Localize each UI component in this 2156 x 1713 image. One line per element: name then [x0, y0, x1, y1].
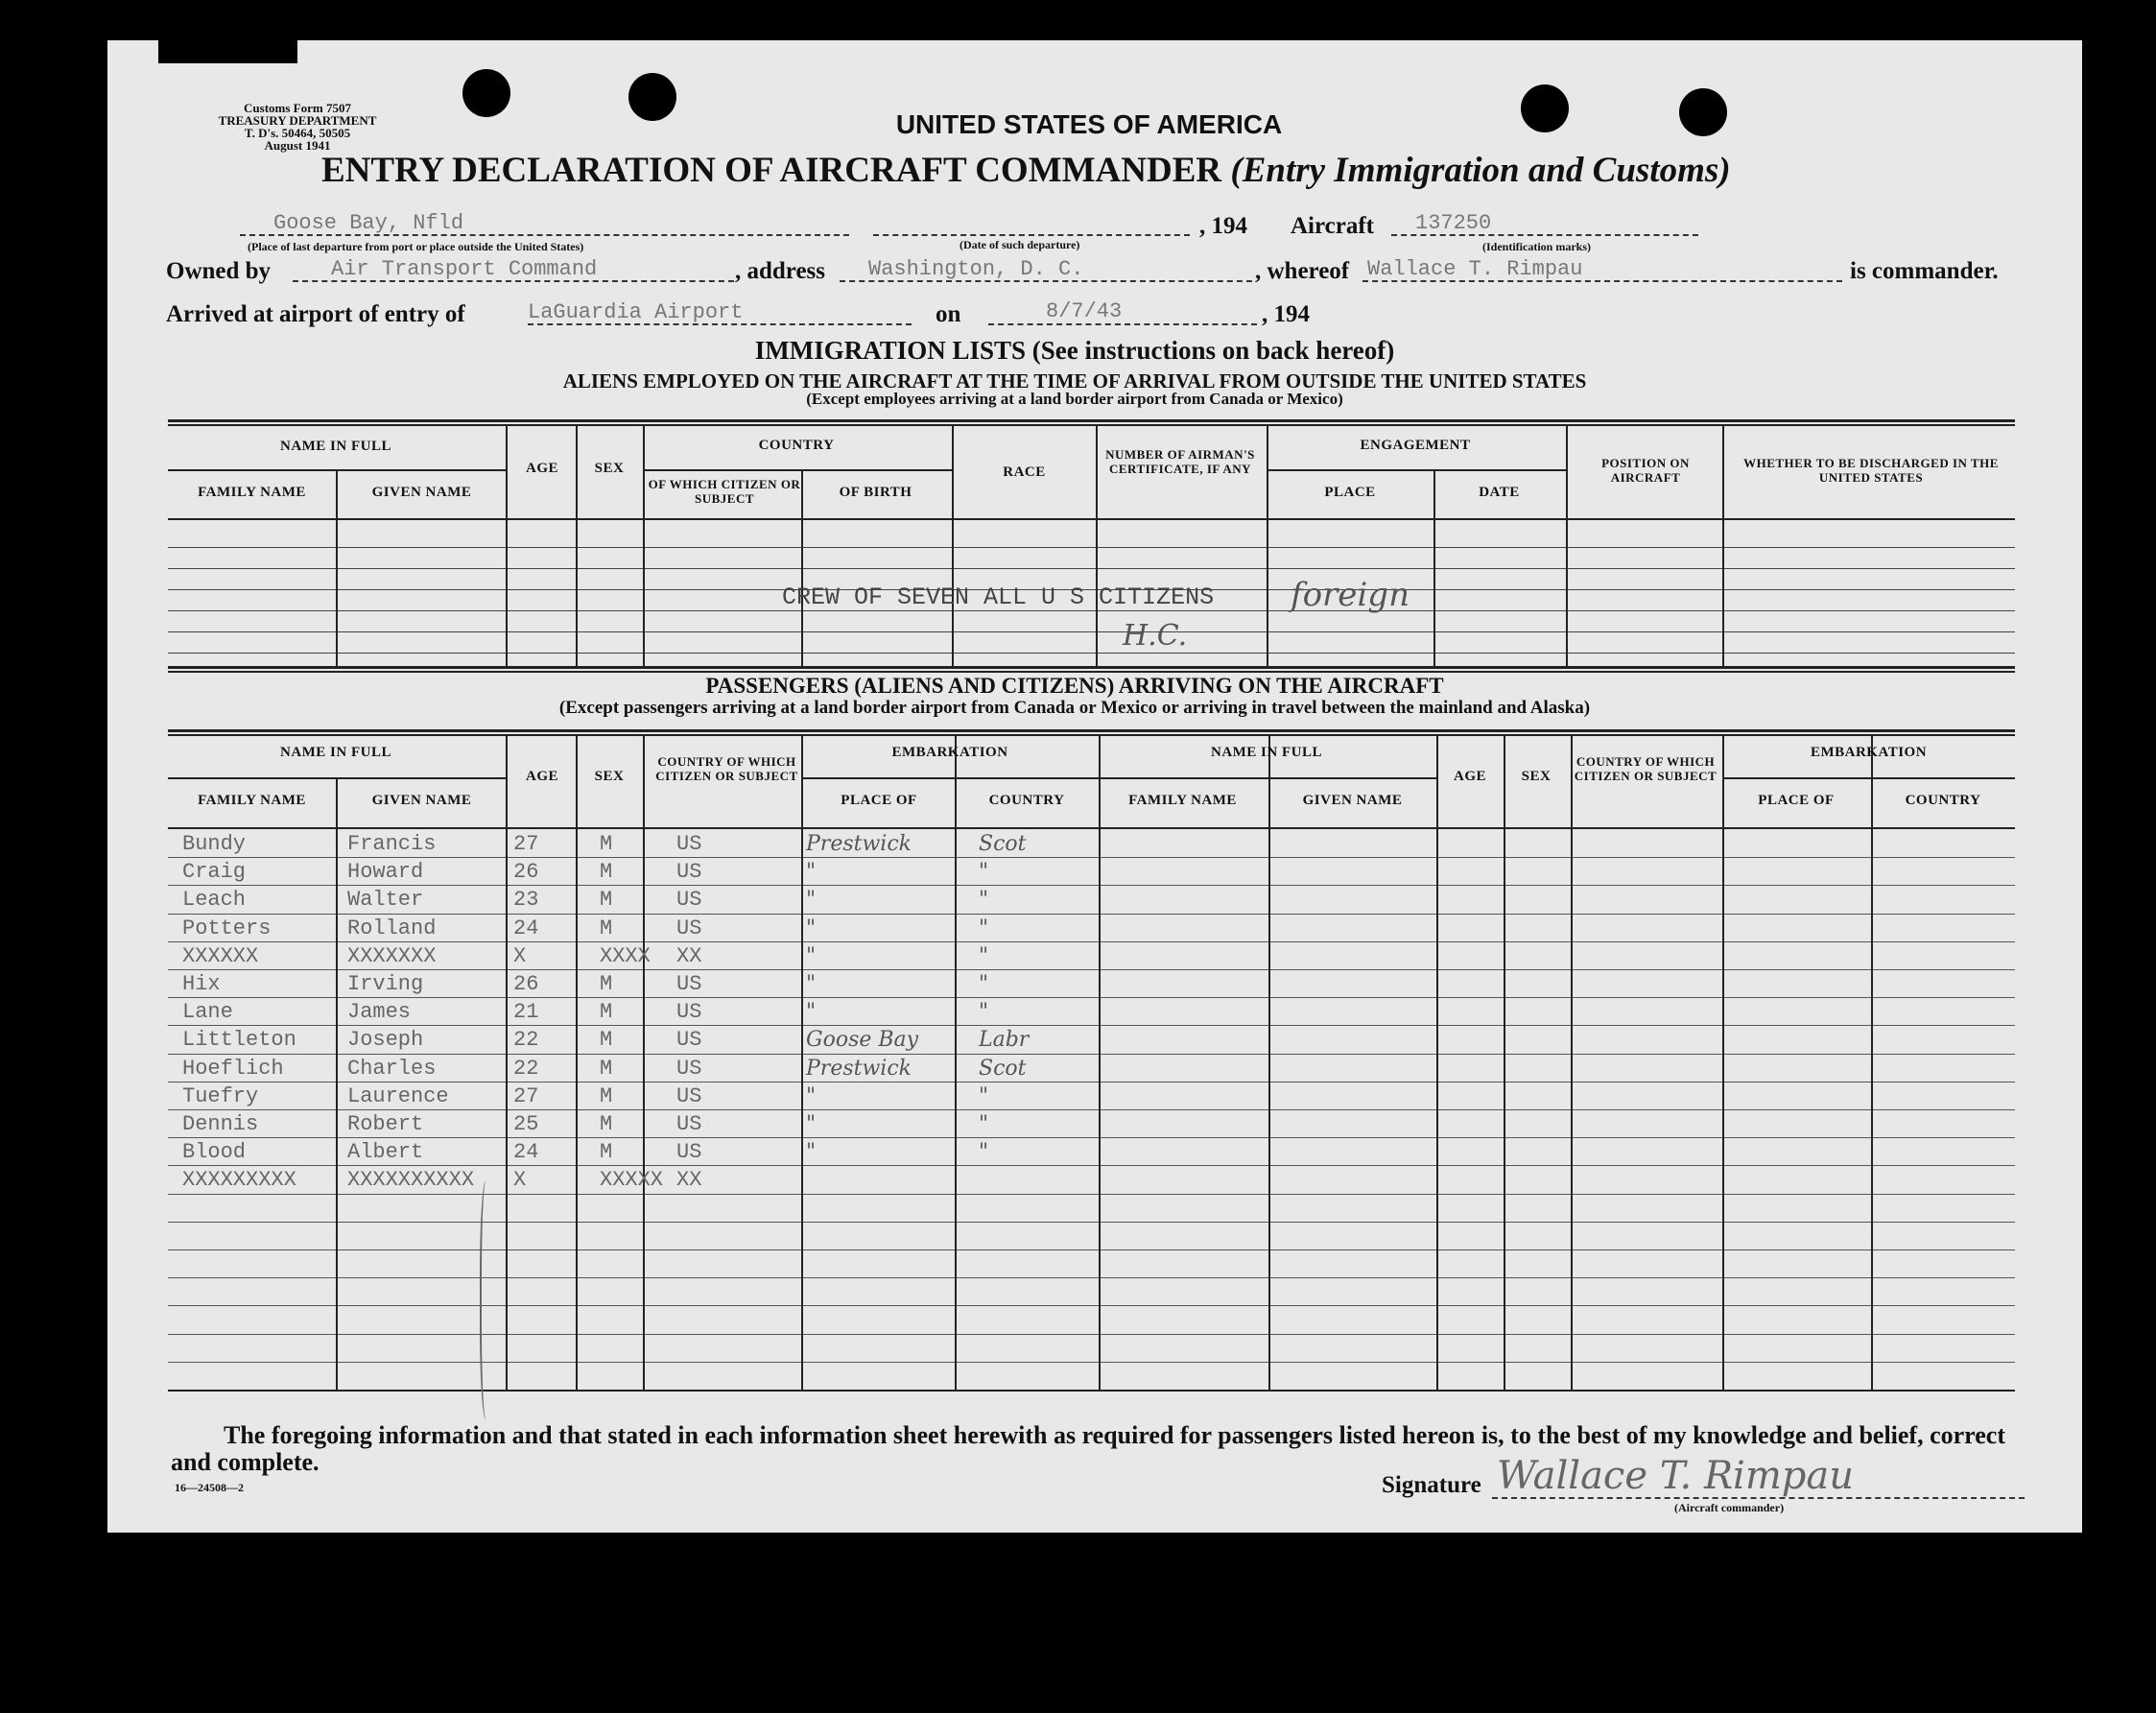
cell-given: Robert — [347, 1112, 424, 1136]
pass-row-line — [168, 1082, 2015, 1083]
pass-h-name: NAME IN FULL — [279, 745, 391, 760]
pass-h-citizen: COUNTRY OF WHICH CITIZEN OR SUBJECT — [655, 754, 798, 783]
owned-by-value: Air Transport Command — [331, 257, 598, 281]
pass-column-line — [1099, 734, 1101, 1390]
pass-column-line — [1268, 734, 1270, 1390]
pass-column-line — [955, 734, 957, 1390]
cell-family: Tuefry — [182, 1084, 259, 1108]
cell-given: Irving — [347, 972, 424, 996]
commander-suffix: is commander. — [1850, 258, 1999, 284]
cell-family: Blood — [182, 1140, 247, 1164]
cell-sex: M — [600, 888, 613, 912]
cell-country: " — [979, 1084, 989, 1108]
arrival-date: 8/7/43 — [1046, 299, 1123, 323]
crew-hand-note: foreign — [1291, 576, 1410, 614]
cell-given: XXXXXXXXXX — [347, 1168, 475, 1192]
aircraft-id: 137250 — [1415, 211, 1492, 235]
pass-row-line — [168, 1109, 2015, 1110]
pass-h-country: COUNTRY — [988, 793, 1065, 808]
imm-top-border — [168, 419, 2015, 422]
pass-h-age: AGE — [525, 769, 558, 784]
cell-age: 23 — [513, 888, 539, 912]
cell-family: XXXXXXXXX — [182, 1168, 296, 1192]
pass-top-border-2 — [168, 734, 2015, 736]
form-title-main: ENTRY DECLARATION OF AIRCRAFT COMMANDER — [321, 151, 1222, 190]
pass-row-line — [168, 1054, 2015, 1055]
imm-h-country: COUNTRY — [758, 438, 835, 453]
year-1: 194 — [1211, 213, 1247, 239]
pass-row-line — [168, 997, 2015, 998]
pass-row-line — [168, 1334, 2015, 1335]
cell-country: " — [979, 972, 989, 996]
pass-row-line — [168, 1165, 2015, 1166]
treasury-decisions: T. D's. 50464, 50505 — [244, 126, 351, 140]
cell-family: XXXXXX — [182, 944, 259, 968]
cell-age: 24 — [513, 916, 539, 940]
cell-citizen: US — [676, 1028, 702, 1052]
pass-column-line — [643, 734, 645, 1390]
bracket-mark — [480, 1180, 495, 1420]
pass-h-sex: SEX — [594, 769, 625, 784]
pass-sub-line — [801, 777, 1099, 779]
cell-sex: M — [600, 972, 613, 996]
pass-row-line — [168, 914, 2015, 915]
immigration-title: IMMIGRATION LISTS (See instructions on back hereof) — [754, 336, 1395, 365]
declaration-text: The foregoing information and that stated in each information sheet herewith as required for passengers listed hereon is, to the best of my knowledge and belief, correct and complete. — [171, 1421, 2005, 1476]
passengers-title: PASSENGERS (ALIENS AND CITIZENS) ARRIVING ON THE AIRCRAFT — [705, 674, 1444, 698]
owned-by-label: Owned by — [166, 258, 272, 284]
print-code: 16—24508—2 — [175, 1481, 244, 1494]
cell-place: Prestwick — [806, 1057, 912, 1081]
cell-place: " — [806, 1112, 817, 1136]
punch-hole — [1521, 84, 1569, 132]
imm-column-line — [952, 424, 954, 666]
pass2-h-embarkation: EMBARKATION — [1810, 745, 1928, 760]
cell-place: " — [806, 1084, 817, 1108]
pass-column-line — [506, 734, 508, 1390]
cell-age: 26 — [513, 972, 539, 996]
cell-sex: M — [600, 916, 613, 940]
cell-place: Goose Bay — [806, 1028, 919, 1052]
form-date: August 1941 — [264, 138, 331, 153]
pass2-h-given: GIVEN NAME — [1302, 793, 1403, 808]
pass-row-line — [168, 1025, 2015, 1026]
pass-row-line — [168, 1305, 2015, 1306]
tape-mark — [158, 40, 297, 63]
pass-column-line — [576, 734, 578, 1390]
pass-row-line — [168, 1137, 2015, 1138]
cell-family: Craig — [182, 860, 247, 884]
departure-place: Goose Bay, Nfld — [273, 211, 464, 235]
pass-h-embarkation: EMBARKATION — [891, 745, 1008, 760]
pass-h-place: PLACE OF — [841, 793, 917, 808]
pass-row-line — [168, 857, 2015, 858]
pass-sub-line — [1099, 777, 1436, 779]
cell-place: " — [806, 916, 817, 940]
cell-age: X — [513, 1168, 527, 1192]
cell-given: Rolland — [347, 916, 437, 940]
pass2-h-place: PLACE OF — [1758, 793, 1835, 808]
pass-row-line — [168, 1194, 2015, 1195]
cell-age: 21 — [513, 1000, 539, 1024]
cell-country: " — [979, 1112, 989, 1136]
form-id — [154, 102, 441, 152]
cell-age: X — [513, 944, 527, 968]
imm-h-place: PLACE — [1324, 485, 1376, 500]
pass-row-line — [168, 941, 2015, 942]
cell-given: Joseph — [347, 1028, 424, 1052]
form-title-paren: (Entry Immigration and Customs) — [1230, 151, 1731, 190]
pass-row-line — [168, 885, 2015, 886]
cell-country: " — [979, 944, 989, 968]
pass2-h-country: COUNTRY — [1905, 793, 1981, 808]
cell-country: " — [979, 860, 989, 884]
cell-place: " — [806, 972, 817, 996]
cell-citizen: US — [676, 972, 702, 996]
passengers-subtitle: (Except passengers arriving at a land border airport from Canada or Mexico or arriving in travel between the mainland and Alaska) — [558, 698, 1591, 718]
imm-column-line — [1566, 424, 1568, 666]
pass-column-line — [1504, 734, 1505, 1390]
cell-sex: M — [600, 1140, 613, 1164]
cell-place: " — [806, 944, 817, 968]
pass-column-line — [1571, 734, 1573, 1390]
on-label: on — [936, 301, 961, 327]
commander-value: Wallace T. Rimpau — [1367, 257, 1583, 281]
cell-sex: XXXX — [600, 944, 651, 968]
imm-column-line — [1722, 424, 1724, 666]
cell-citizen: US — [676, 1112, 702, 1136]
pass2-h-citizen: COUNTRY OF WHICH CITIZEN OR SUBJECT — [1574, 754, 1718, 783]
imm-bottom-border-2 — [168, 671, 2015, 673]
cell-family: Leach — [182, 888, 247, 912]
imm-h-position: POSITION ON AIRCRAFT — [1601, 456, 1690, 485]
imm-h-discharged: WHETHER TO BE DISCHARGED IN THE UNITED STATES — [1743, 456, 1999, 485]
cell-family: Potters — [182, 916, 272, 940]
cell-country: " — [979, 916, 989, 940]
signature-caption: (Aircraft commander) — [1674, 1501, 1785, 1514]
cell-place: " — [806, 860, 817, 884]
pass2-h-name: NAME IN FULL — [1210, 745, 1322, 760]
cell-family: Littleton — [182, 1028, 296, 1052]
imm-column-line — [336, 518, 338, 666]
cell-country: " — [979, 888, 989, 912]
cell-given: XXXXXXX — [347, 944, 437, 968]
pass-top-border — [168, 729, 2015, 732]
cell-given: Albert — [347, 1140, 424, 1164]
cell-given: Laurence — [347, 1084, 449, 1108]
imm-h-engagement: ENGAGEMENT — [1360, 438, 1471, 453]
crew-initials: H.C. — [1123, 619, 1188, 653]
pass-column-line — [1436, 734, 1438, 1390]
cell-citizen: XX — [676, 1168, 702, 1192]
cell-citizen: US — [676, 1000, 702, 1024]
imm-h-cert: NUMBER OF AIRMAN'S CERTIFICATE, IF ANY — [1105, 447, 1255, 476]
cell-place: " — [806, 888, 817, 912]
cell-sex: M — [600, 1000, 613, 1024]
cell-sex: M — [600, 860, 613, 884]
signature-label: Signature — [1382, 1472, 1481, 1498]
imm-column-line — [1096, 424, 1098, 666]
cell-country: " — [979, 1000, 989, 1024]
imm-column-line — [506, 424, 508, 666]
aircraft-label: Aircraft — [1291, 213, 1374, 239]
address-value: Washington, D. C. — [868, 257, 1084, 281]
immigration-subtitle-note: (Except employees arriving at a land border airport from Canada or Mexico) — [806, 390, 1343, 408]
imm-header-bottom — [168, 518, 2015, 520]
cell-place: " — [806, 1000, 817, 1024]
imm-row-line — [168, 653, 2015, 654]
cell-age: 27 — [513, 832, 539, 856]
cell-sex: XXXXX — [600, 1168, 664, 1192]
punch-hole — [628, 73, 676, 121]
cell-age: 24 — [513, 1140, 539, 1164]
pass2-h-sex: SEX — [1521, 769, 1552, 784]
whereof-label: whereof — [1267, 258, 1350, 284]
imm-h-sex: SEX — [594, 461, 625, 476]
imm-column-line — [643, 424, 645, 666]
pass2-h-family: FAMILY NAME — [1128, 793, 1237, 808]
cell-given: Howard — [347, 860, 424, 884]
departure-place-caption: (Place of last departure from port or place outside the United States) — [248, 240, 584, 253]
imm-h-family: FAMILY NAME — [198, 485, 306, 500]
cell-age: 25 — [513, 1112, 539, 1136]
cell-sex: M — [600, 1084, 613, 1108]
arrival-airport: LaGuardia Airport — [528, 300, 744, 324]
cell-sex: M — [600, 1028, 613, 1052]
imm-row-line — [168, 568, 2015, 569]
cell-sex: M — [600, 1112, 613, 1136]
cell-family: Dennis — [182, 1112, 259, 1136]
cell-sex: M — [600, 832, 613, 856]
cell-sex: M — [600, 1057, 613, 1081]
cell-age: 22 — [513, 1057, 539, 1081]
imm-h-birth: OF BIRTH — [839, 485, 912, 500]
crew-note: CREW OF SEVEN ALL U S CITIZENS — [782, 583, 1215, 611]
pass-bottom-border — [168, 1390, 2015, 1392]
cell-family: Hix — [182, 972, 221, 996]
cell-country: Scot — [979, 1057, 1027, 1081]
imm-h-citizen: OF WHICH CITIZEN OR SUBJECT — [648, 477, 801, 506]
imm-top-border-2 — [168, 424, 2015, 426]
pass2-h-age: AGE — [1453, 769, 1486, 784]
cell-citizen: US — [676, 832, 702, 856]
cell-given: Francis — [347, 832, 437, 856]
cell-given: James — [347, 1000, 412, 1024]
imm-h-given: GIVEN NAME — [371, 485, 472, 500]
pass-h-family: FAMILY NAME — [198, 793, 306, 808]
cell-country: Labr — [979, 1028, 1030, 1052]
imm-h-age: AGE — [525, 461, 558, 476]
cell-family: Lane — [182, 1000, 233, 1024]
cell-country: " — [979, 1140, 989, 1164]
form-title — [321, 150, 1953, 191]
cell-citizen: XX — [676, 944, 702, 968]
imm-h-date: DATE — [1479, 485, 1520, 500]
immigration-subtitle: ALIENS EMPLOYED ON THE AIRCRAFT AT THE TIME OF ARRIVAL FROM OUTSIDE THE UNITED STATES — [562, 369, 1587, 393]
signature: Wallace T. Rimpau — [1497, 1454, 1854, 1498]
cell-given: Charles — [347, 1057, 437, 1081]
imm-row-line — [168, 631, 2015, 632]
pass-row-line — [168, 1362, 2015, 1363]
pass-sub-line — [1722, 777, 2015, 779]
imm-sub-line — [643, 469, 952, 471]
cell-place: Prestwick — [806, 832, 912, 856]
pass-row-line — [168, 969, 2015, 970]
imm-column-line — [1267, 424, 1268, 666]
cell-country: Scot — [979, 832, 1027, 856]
imm-h-name: NAME IN FULL — [279, 439, 391, 454]
country-heading: UNITED STATES OF AMERICA — [895, 109, 1283, 139]
address-label: address — [746, 258, 826, 284]
pass-column-line — [801, 734, 803, 1390]
cell-citizen: US — [676, 916, 702, 940]
arrived-label: Arrived at airport of entry of — [166, 301, 465, 327]
pass-row-line — [168, 1277, 2015, 1278]
cell-place: " — [806, 1140, 817, 1164]
cell-age: 27 — [513, 1084, 539, 1108]
cell-given: Walter — [347, 888, 424, 912]
punch-hole — [1679, 88, 1727, 136]
imm-row-line — [168, 547, 2015, 548]
imm-h-race: RACE — [1003, 464, 1046, 480]
cell-age: 22 — [513, 1028, 539, 1052]
cell-citizen: US — [676, 1057, 702, 1081]
cell-family: Bundy — [182, 832, 247, 856]
pass-row-line — [168, 1222, 2015, 1223]
pass-column-line — [1722, 734, 1724, 1390]
aircraft-caption: (Identification marks) — [1482, 240, 1591, 253]
form-number: Customs Form 7507 — [244, 101, 351, 115]
year-2: 194 — [1273, 301, 1310, 327]
pass-column-line — [1871, 734, 1873, 1390]
department: TREASURY DEPARTMENT — [218, 113, 377, 128]
pass-header-bottom — [168, 827, 2015, 829]
imm-sub-line — [1267, 469, 1566, 471]
pass-row-line — [168, 1249, 2015, 1250]
departure-date-caption: (Date of such departure) — [960, 238, 1080, 251]
pass-column-line — [336, 777, 338, 1390]
cell-family: Hoeflich — [182, 1057, 284, 1081]
cell-citizen: US — [676, 860, 702, 884]
cell-citizen: US — [676, 1140, 702, 1164]
cell-citizen: US — [676, 1084, 702, 1108]
cell-age: 26 — [513, 860, 539, 884]
punch-hole — [462, 69, 510, 117]
pass-h-given: GIVEN NAME — [371, 793, 472, 808]
cell-citizen: US — [676, 888, 702, 912]
imm-bottom-border — [168, 666, 2015, 669]
